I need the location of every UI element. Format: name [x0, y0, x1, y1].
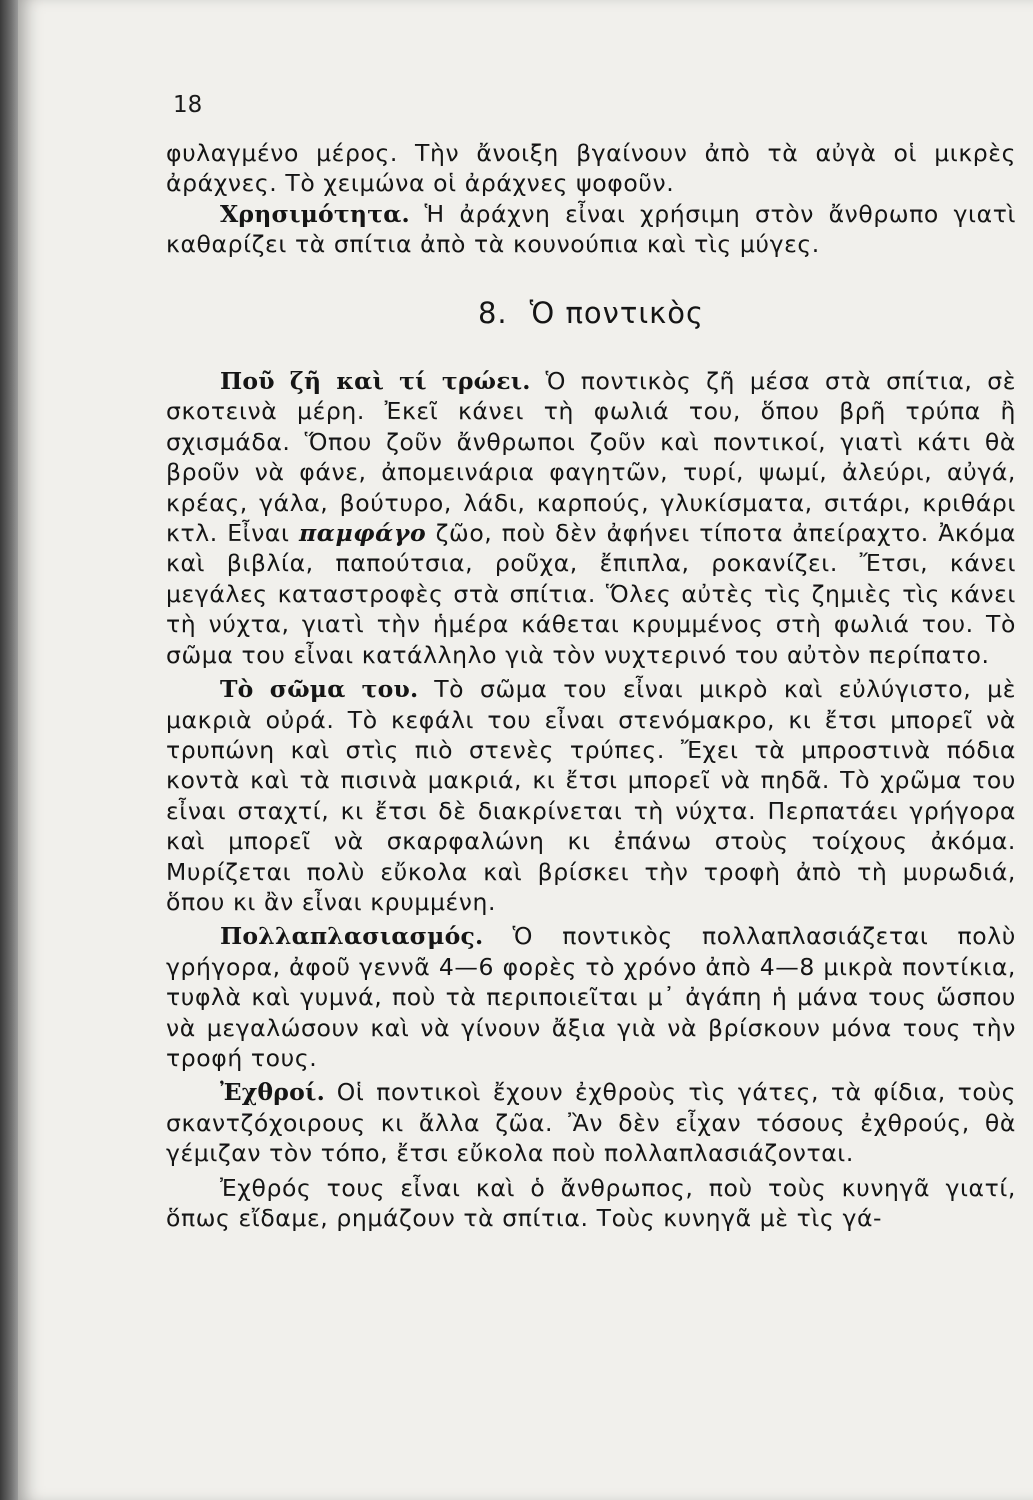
lead-enemies: Ἐχθροί. — [220, 1078, 325, 1107]
emphasis-omnivore: παμφάγο — [299, 519, 427, 548]
paragraph-continuation: φυλαγμένο μέρος. Τὴν ἄνοιξη βγαίνουν ἀπὸ τὰ αὐγὰ οἱ μικρὲς ἀράχνες. Τὸ χειμώνα οἱ ἀράχνες ψοφοῦν. — [166, 139, 1016, 198]
paragraph-closing: Ἐχθρός τους εἶναι καὶ ὁ ἄνθρωπος, ποὺ τοὺς κυνηγᾶ γιατί, ὅπως εἴδαμε, ρημάζουν τὰ σπίτια. Τοὺς κυνηγᾶ μὲ τὶς γά- — [166, 1173, 1016, 1232]
section-number: 8. — [477, 295, 508, 330]
section-title: Ὁ ποντικὸς — [529, 295, 704, 330]
section-heading — [166, 295, 1016, 330]
text-habitat-2: ζῶο, ποὺ δὲν ἀφήνει τίποτα ἀπείραχτο. Ἀκόμα καὶ βιβλία, παπούτσια, ροῦχα, ἔπιπλα, ροκανίζει. Ἔτσι, κάνει μεγάλες καταστροφὲς στὰ σπίτια. Ὅλες αὐτὲς τὶς ζημιὲς τὶς κάνει τὴ νύχτα, γιατὶ τὴν ἡμέρα κάθεται κρυμμένος στὴ φωλιά του. Τὸ σῶμα του εἶναι κατάλληλο γιὰ τὸν νυχτερινό του αὐτὸν περίπατο. — [166, 519, 1016, 669]
page-text — [166, 138, 1016, 1233]
page-number: 18 — [173, 92, 203, 118]
text-enemies: Οἱ ποντικοὶ ἔχουν ἐχθροὺς τὶς γάτες, τὰ φίδια, τοὺς σκαντζόχοιρους κι ἄλλα ζῶα. Ἂν δὲν εἶχαν τόσους ἐχθρούς, θὰ γέμιζαν τὸν τόπο, ἔτσι εὔκολα ποὺ πολλαπλασιάζονται. — [166, 1078, 1016, 1168]
text-usefulness: Ἡ ἀράχνη εἶναι χρήσιμη στὸν ἄνθρωπο γιατὶ καθαρίζει τὰ σπίτια ἀπὸ τὰ κουνούπια καὶ τὶς μύγες. — [166, 199, 1016, 259]
lead-habitat: Ποῦ ζῆ καὶ τί τρώει. — [220, 367, 531, 396]
lead-body: Τὸ σῶμα του. — [220, 675, 419, 704]
text-reproduction: Ὁ ποντικὸς πολλαπλασιάζεται πολὺ γρήγορα, ἀφοῦ γεννᾶ 4—6 φορὲς τὸ χρόνο ἀπὸ 4—8 μικρὰ ποντίκια, τυφλὰ καὶ γυμνά, ποὺ τὰ περιποιεῖται μ᾽ ἀγάπη ἡ μάνα τους ὥσπου νὰ μεγαλώσουν καὶ νὰ γίνουν ἄξια γιὰ νὰ βρίσκουν μόνα τους τὴν τροφή τους. — [166, 922, 1016, 1072]
paragraph-habitat — [166, 366, 1016, 670]
lead-reproduction: Πολλαπλασιασμός. — [220, 922, 484, 951]
book-binding — [0, 0, 18, 1500]
text-body: Τὸ σῶμα του εἶναι μικρὸ καὶ εὐλύγιστο, μὲ μακριὰ οὐρά. Τὸ κεφάλι του εἶναι στενόμακρο, κι ἔτσι μπορεῖ νὰ τρυπώνη καὶ στὶς πιὸ στενὲς τρύπες. Ἔχει τὰ μπροστινὰ πόδια κοντὰ καὶ τὰ πισινὰ μακριά, κι ἔτσι μπορεῖ νὰ πηδᾶ. Τὸ χρῶμα του εἶναι σταχτί, κι ἔτσι δὲ διακρίνεται τὴ νύχτα. Περπατάει γρήγορα καὶ μπορεῖ νὰ σκαρφαλώνη κι ἐπάνω στοὺς τοίχους ἀκόμα. Μυρίζεται πολὺ εὔκολα καὶ βρίσκει τὴν τροφὴ ἀπὸ τὴ μυρωδιά, ὅπου κι ἂν εἶναι κρυμμένη. — [166, 675, 1016, 916]
paragraph-reproduction — [166, 921, 1016, 1073]
text-habitat-1: Ὁ ποντικὸς ζῆ μέσα στὰ σπίτια, σὲ σκοτεινὰ μέρη. Ἐκεῖ κάνει τὴ φωλιά του, ὅπου βρῆ τρύπα ἢ σχισμάδα. Ὅπου ζοῦν ἄνθρωποι ζοῦν καὶ ποντικοί, γιατὶ κάτι θὰ βροῦν νὰ φάνε, ἀπομεινάρια φαγητῶν, τυρί, ψωμί, ἀλεύρι, αὐγά, κρέας, γάλα, βούτυρο, λάδι, καρπούς, γλυκίσματα, σιτάρι, κριθάρι κτλ. Εἶναι — [166, 367, 1017, 548]
lead-usefulness: Χρησιμότητα. — [220, 199, 410, 228]
paragraph-enemies — [166, 1077, 1016, 1168]
paragraph-usefulness — [166, 199, 1016, 260]
paragraph-body — [166, 674, 1016, 917]
